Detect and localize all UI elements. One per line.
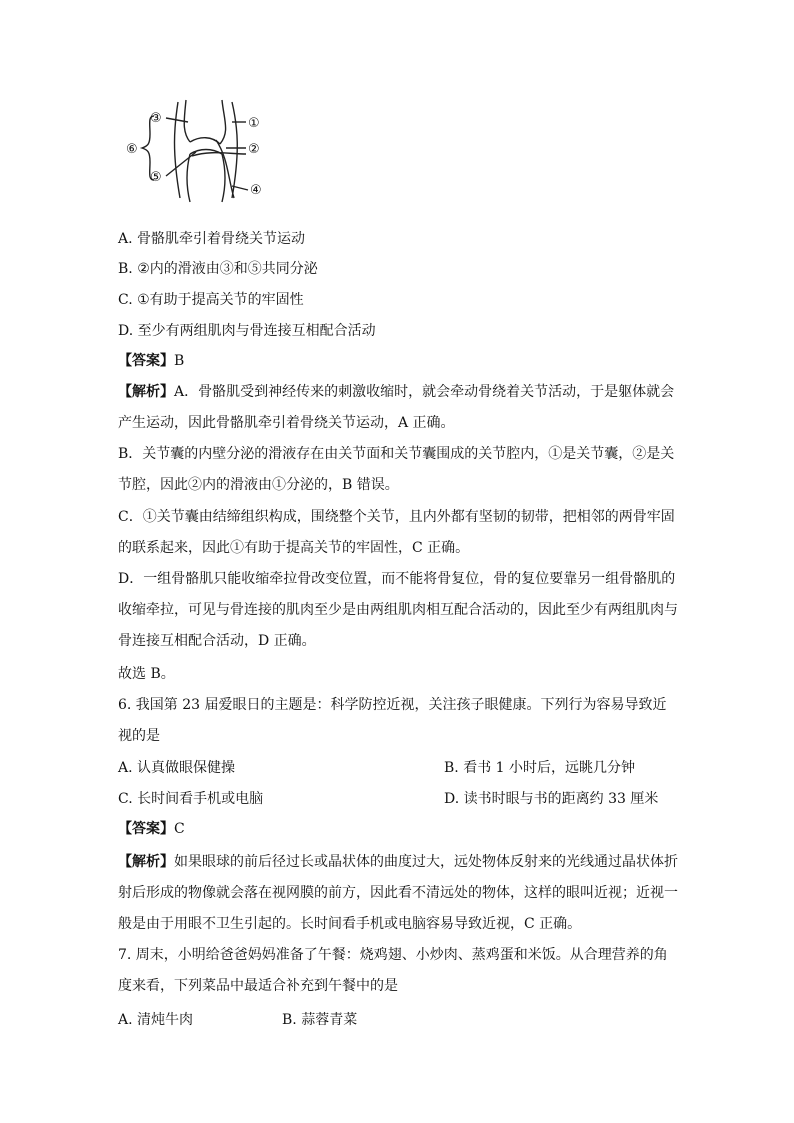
q7-option-a: A. 清炖牛肉 bbox=[118, 1012, 194, 1028]
knee-joint-diagram bbox=[120, 98, 300, 208]
answer-tag: 【答案】 bbox=[118, 353, 174, 369]
upper-bone-right bbox=[220, 100, 226, 144]
q6-option-d: D. 读书时眼与书的距离约 33 厘米 bbox=[444, 791, 659, 807]
joint-surface-upper bbox=[190, 138, 220, 144]
answer-tag: 【答案】 bbox=[118, 821, 174, 837]
q5-option-d: D. 至少有两组肌肉与骨连接互相配合活动 bbox=[118, 323, 376, 339]
q6-option-a: A. 认真做眼保健操 bbox=[118, 760, 236, 776]
q5-analysis-a bbox=[118, 377, 678, 437]
ligament-2 bbox=[192, 153, 246, 156]
q5-option-c: C. ①有助于提高关节的牢固性 bbox=[118, 292, 304, 308]
answer-value: C bbox=[174, 821, 185, 837]
label-2: ② bbox=[248, 142, 260, 157]
q6-stem: 6. 我国第 23 届爱眼日的主题是：科学防控近视，关注孩子眼健康。下列行为容易导致近视的是 bbox=[118, 697, 667, 744]
capsule-right bbox=[232, 102, 237, 198]
label-3: ③ bbox=[150, 111, 162, 126]
q5-analysis-c: C．①关节囊由结缔组织构成，围绕整个关节，且内外都有坚韧的韧带，把相邻的两骨牢固的联系起来，因此①有助于提高关节的牢固性，C 正确。 bbox=[118, 509, 675, 556]
analysis-text: A．骨骼肌受到神经传来的刺激收缩时，就会牵动骨绕着关节活动，于是躯体就会产生运动，因此骨骼肌牵引着骨绕关节运动，A 正确。 bbox=[118, 384, 675, 431]
q6-answer bbox=[118, 819, 185, 839]
q5-option-b: B. ②内的滑液由③和⑤共同分泌 bbox=[118, 261, 318, 277]
q7-option-b: B. 蒜蓉青菜 bbox=[282, 1012, 358, 1028]
q6-option-b: B. 看书 1 小时后，远眺几分钟 bbox=[444, 760, 635, 776]
analysis-text: 如果眼球的前后径过长或晶状体的曲度过大，远处物体反射来的光线通过晶状体折射后形成的物像就会落在视网膜的前方，因此看不清远处的物体，这样的眼叫近视；近视一般是由于用眼不卫生引起的。长时间看手机或电脑容易导致近视，C 正确。 bbox=[118, 854, 678, 932]
capsule-left bbox=[175, 102, 181, 198]
leader-5 bbox=[166, 152, 196, 176]
q6-option-c: C. 长时间看手机或电脑 bbox=[118, 791, 264, 807]
q7-stem: 7. 周末，小明给爸爸妈妈准备了午餐：烧鸡翅、小炒肉、蒸鸡蛋和米饭。从合理营养的角度来看，下列菜品中最适合补充到午餐中的是 bbox=[118, 947, 668, 994]
label-4: ④ bbox=[250, 183, 262, 198]
q5-conclusion: 故选 B。 bbox=[118, 666, 175, 682]
analysis-tag: 【解析】 bbox=[118, 854, 174, 870]
q5-option-a: A. 骨骼肌牵引着骨绕关节运动 bbox=[118, 231, 306, 247]
leader-4 bbox=[232, 186, 248, 190]
q6-analysis bbox=[118, 847, 678, 939]
analysis-tag: 【解析】 bbox=[118, 384, 174, 400]
label-6: ⑥ bbox=[126, 142, 138, 157]
answer-value: B bbox=[174, 353, 185, 369]
lower-bone-left bbox=[187, 154, 190, 202]
label-5: ⑤ bbox=[150, 170, 162, 185]
q5-analysis-d: D．一组骨骼肌只能收缩牵拉骨改变位置，而不能将骨复位，骨的复位要靠另一组骨骼肌的收缩牵拉，可见与骨连接的肌肉至少是由两组肌肉相互配合活动的，因此至少有两组肌肉与骨连接互相配合活动，D 正确。 bbox=[118, 571, 678, 649]
q5-analysis-b: B．关节囊的内壁分泌的滑液存在由关节面和关节囊围成的关节腔内，①是关节囊，②是关节腔，因此②内的滑液由①分泌的，B 错误。 bbox=[118, 446, 675, 493]
q5-answer bbox=[118, 351, 184, 371]
lower-bone-right bbox=[222, 154, 225, 202]
label-1: ① bbox=[248, 116, 260, 131]
